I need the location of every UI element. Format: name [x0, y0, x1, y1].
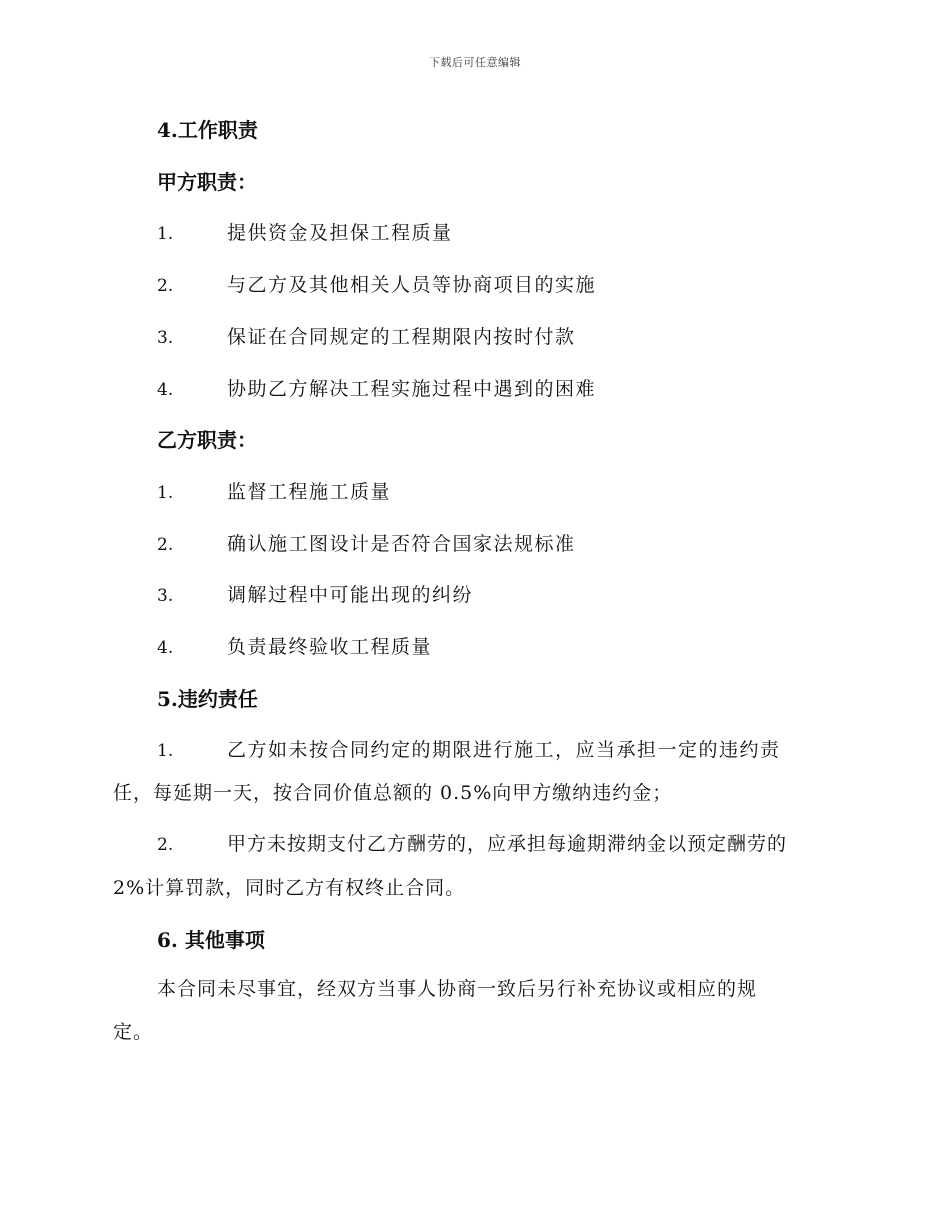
list-number: 3.	[157, 586, 174, 606]
party-a-duties-title: 甲方职责：	[157, 170, 257, 194]
breach-clause-continuation: 2%计算罚款，同时乙方有权终止合同。	[113, 877, 466, 899]
list-text: 监督工程施工质量	[227, 481, 392, 503]
page-header: 下载后可任意编辑	[429, 56, 521, 69]
list-number: 3.	[157, 328, 174, 348]
list-text: 负责最终验收工程质量	[227, 636, 433, 658]
party-b-duty-item	[157, 477, 391, 504]
list-text: 乙方如未按合同约定的期限进行施工，应当承担一定的违约责	[227, 739, 781, 761]
list-text: 提供资金及担保工程质量	[227, 222, 453, 244]
breach-clause-line	[157, 829, 787, 856]
breach-clause-continuation: 任，每延期一天，按合同价值总额的 0.5%向甲方缴纳违约金；	[113, 782, 673, 804]
other-matters-text: 本合同未尽事宜，经双方当事人协商一致后另行补充协议或相应的规	[157, 978, 758, 1000]
party-a-duty-item	[157, 218, 453, 245]
breach-clause-line	[157, 735, 781, 762]
list-number: 2.	[157, 835, 174, 855]
list-number: 1.	[157, 224, 174, 244]
list-number: 4.	[157, 638, 174, 658]
party-a-duty-item	[157, 322, 576, 349]
other-matters-continuation: 定。	[113, 1021, 154, 1043]
list-number: 2.	[157, 535, 174, 555]
section-4-title: 4.工作职责	[157, 118, 258, 142]
list-text: 甲方未按期支付乙方酬劳的，应承担每逾期滞纳金以预定酬劳的	[227, 833, 788, 855]
party-b-duty-item	[157, 529, 576, 556]
list-text: 调解过程中可能出现的纠纷	[227, 584, 474, 606]
list-number: 4.	[157, 380, 174, 400]
party-a-duty-item	[157, 270, 596, 297]
list-text: 协助乙方解决工程实施过程中遇到的困难	[227, 378, 597, 400]
section-5-title: 5.违约责任	[157, 687, 258, 711]
list-text: 确认施工图设计是否符合国家法规标准	[227, 533, 576, 555]
section-6-title: 6. 其他事项	[157, 928, 265, 952]
list-text: 保证在合同规定的工程期限内按时付款	[227, 326, 576, 348]
party-b-duty-item	[157, 580, 473, 607]
list-text: 与乙方及其他相关人员等协商项目的实施	[227, 274, 597, 296]
party-b-duty-item	[157, 632, 432, 659]
list-number: 1.	[157, 483, 174, 503]
list-number: 1.	[157, 741, 174, 761]
party-b-duties-title: 乙方职责：	[157, 428, 257, 452]
list-number: 2.	[157, 276, 174, 296]
party-a-duty-item	[157, 374, 596, 401]
